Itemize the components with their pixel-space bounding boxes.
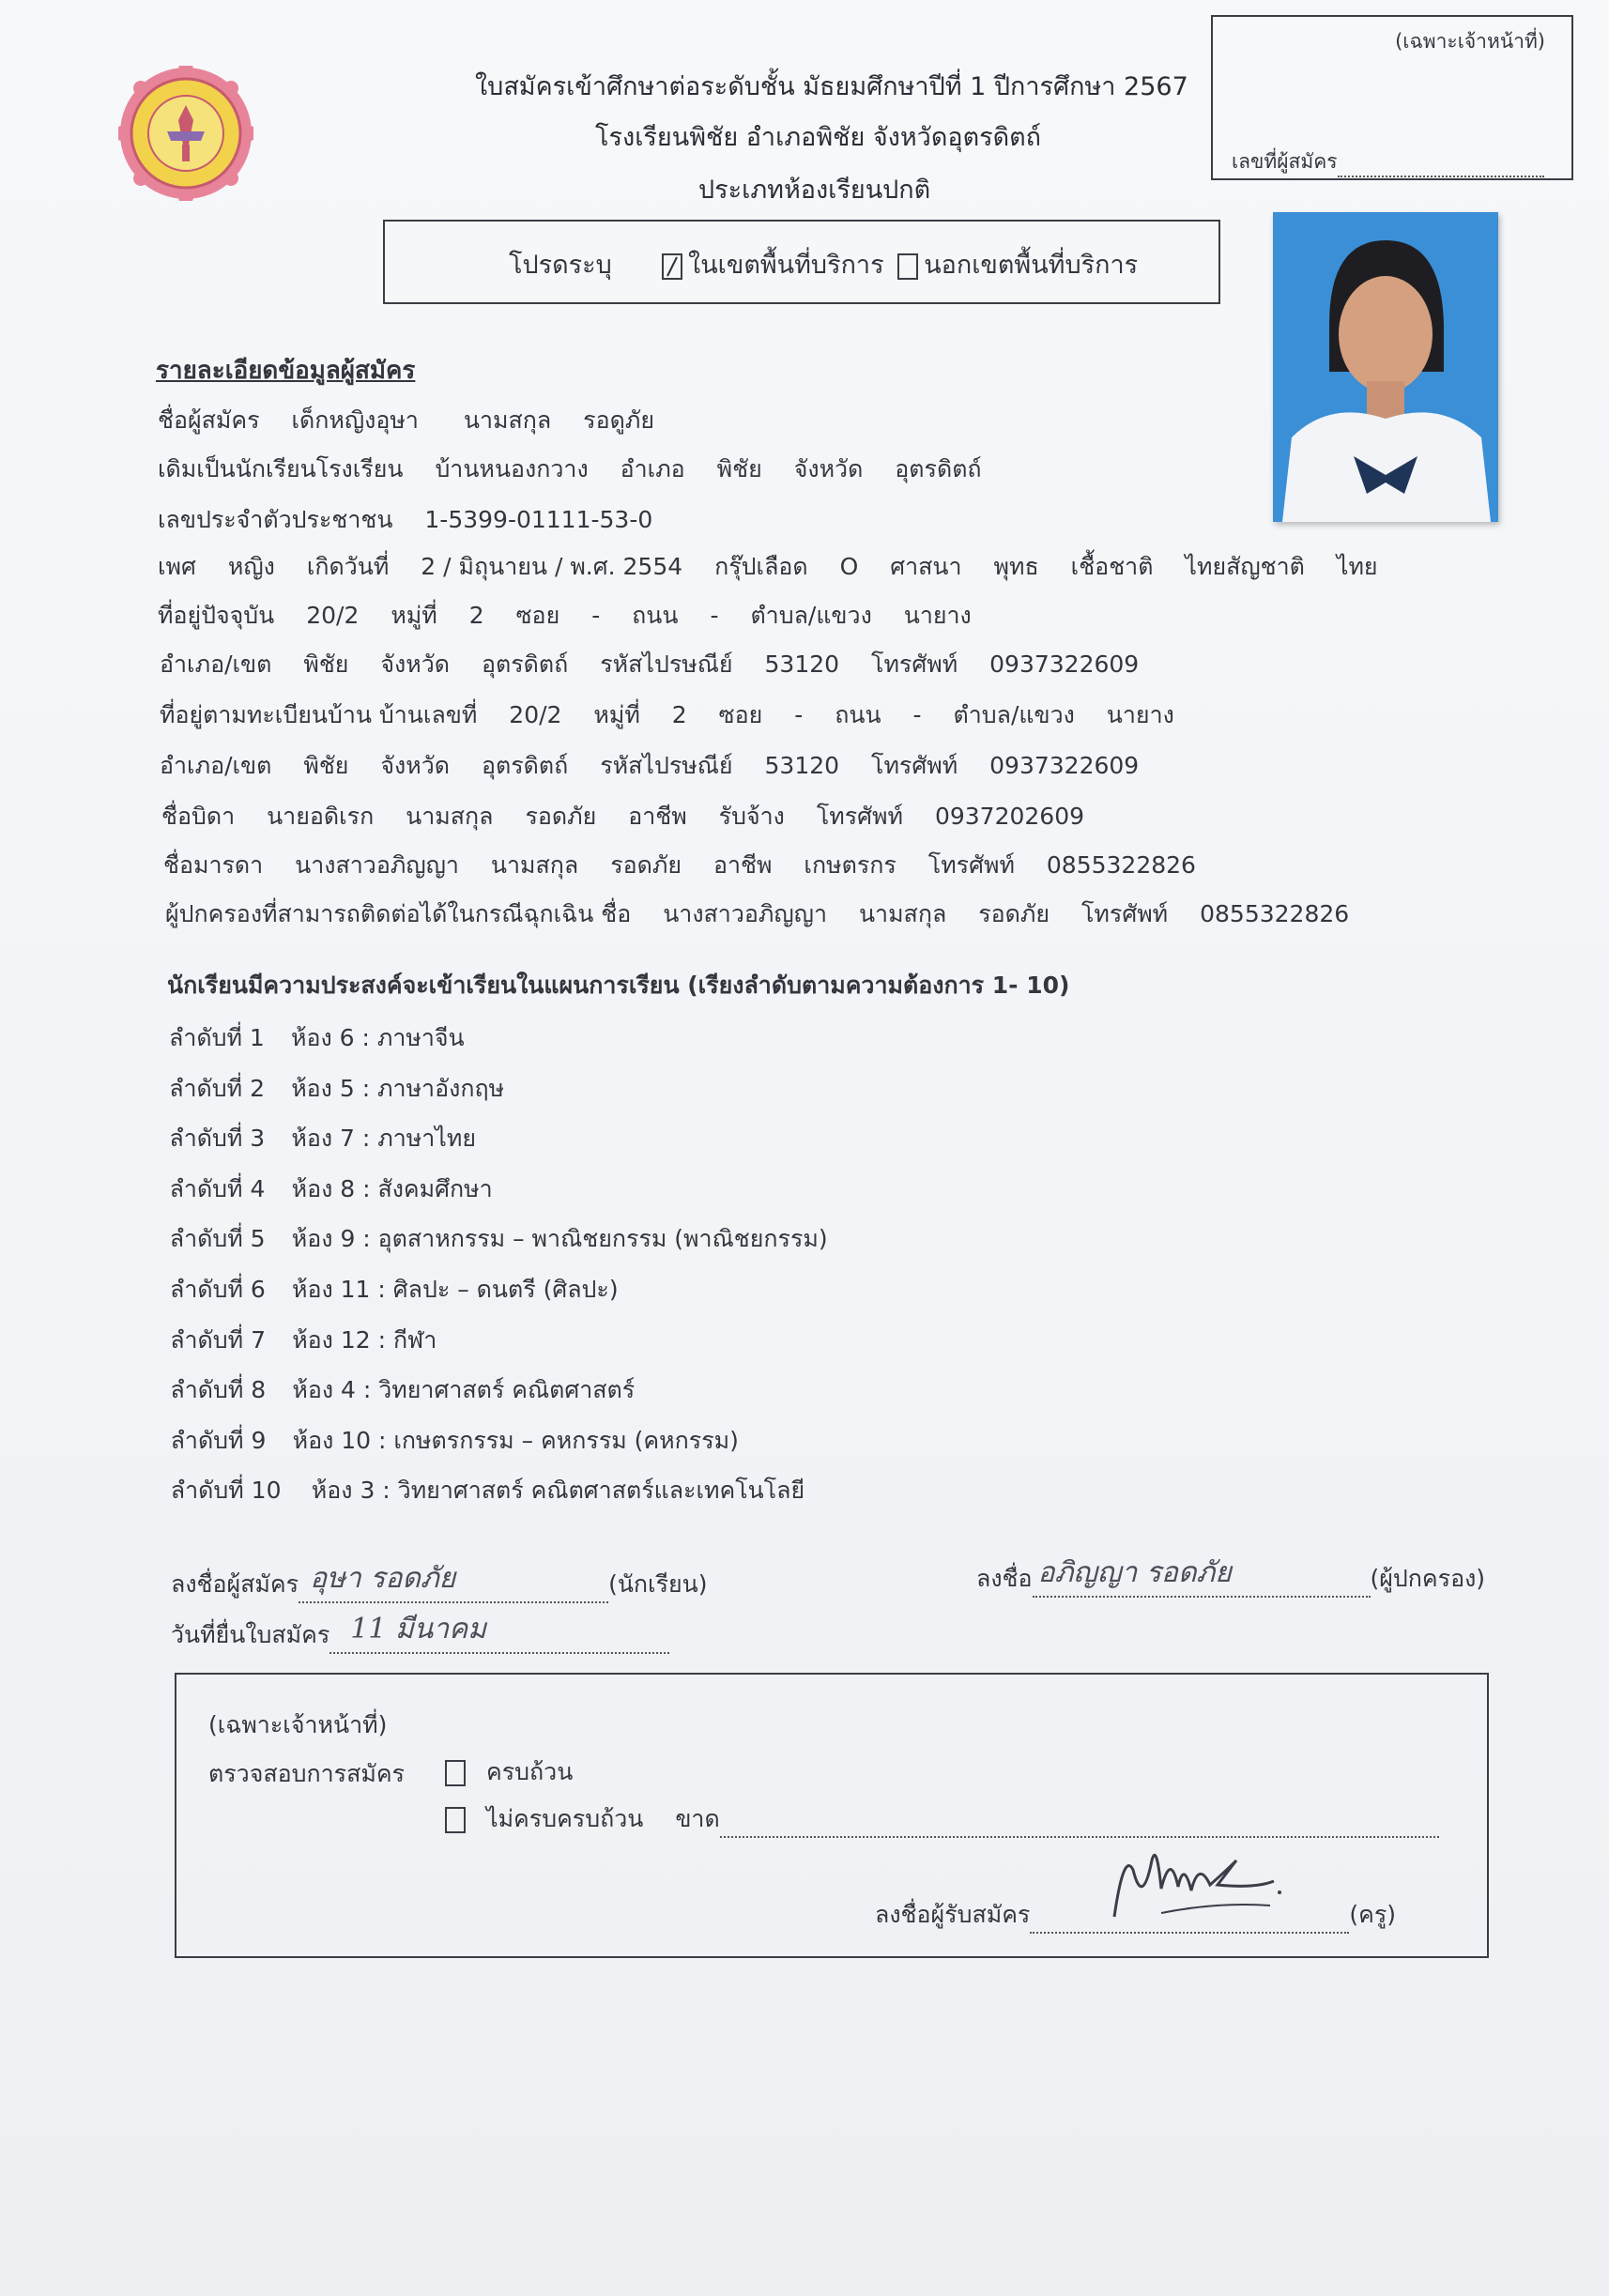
guardian-signature-label: ลงชื่อ (976, 1565, 1033, 1592)
application-number-label: เลขที่ผู้สมัคร (1232, 150, 1338, 173)
preference-item (171, 1422, 739, 1460)
preference-room: ห้อง 3 : วิทยาศาสตร์ คณิตศาสตร์และเทคโนโลยี (311, 1477, 805, 1505)
registered-moo-label: หมู่ที่ (593, 701, 640, 728)
guardian-phone-label: โทรศัพท์ (1081, 900, 1169, 927)
preference-room: ห้อง 9 : อุตสาหกรรม – พาณิชยกรรม (พาณิชยกรรม) (291, 1225, 828, 1253)
father-surname: รอดภัย (525, 803, 597, 830)
receiver-signature-mark (1105, 1832, 1293, 1926)
registered-address-row1 (160, 696, 1174, 734)
current-subdistrict-label: ตำบล/แขวง (750, 602, 872, 629)
preference-item (169, 1120, 476, 1157)
district-value: พิชัย (716, 455, 762, 482)
preference-item (170, 1220, 828, 1258)
mother-name: นางสาวอภิญญา (295, 851, 459, 879)
preference-rank: ลำดับที่ 10 (170, 1477, 282, 1505)
surname-value: รอดูภัย (583, 406, 654, 434)
citizen-id-label: เลขประจำตัวประชาชน (158, 506, 393, 533)
mother-surname-label: นามสกุล (490, 851, 579, 879)
area-select-label: โปรดระบุ (509, 251, 612, 280)
personal-info-row (158, 548, 1378, 586)
registered-moo: 2 (671, 701, 687, 728)
current-postal-label: รหัสไปรษณีย์ (600, 651, 733, 678)
school-logo (118, 66, 253, 201)
form-title-line3: ประเภทห้องเรียนปกติ (698, 176, 931, 205)
current-postal: 53120 (764, 651, 840, 678)
guardian-signature-line (976, 1556, 1486, 1598)
guardian-signature: อภิญญา รอดภัย (1037, 1556, 1232, 1589)
section-title: รายละเอียดข้อมูลผู้สมัคร (156, 357, 416, 385)
out-area-checkbox[interactable] (897, 253, 918, 280)
registered-province: อุตรดิตถ์ (481, 752, 569, 779)
sex-value: หญิง (227, 553, 275, 580)
name-label: ชื่อผู้สมัคร (158, 406, 260, 434)
name-value: เด็กหญิงอุษา (291, 406, 419, 434)
applicant-signature-label: ลงชื่อผู้สมัคร (171, 1570, 299, 1598)
birth-value: 2 / มิถุนายน / พ.ศ. 2554 (421, 553, 683, 580)
religion-value: พุทธ (993, 553, 1039, 580)
guardian-phone: 0855322826 (1200, 900, 1350, 927)
preferences-title: นักเรียนมีความประสงค์จะเข้าเรียนในแผนการเรียน (เรียงลำดับตามความต้องการ 1- 10) (167, 972, 1070, 999)
citizen-id-value: 1-5399-01111-53-0 (424, 506, 653, 533)
registered-province-label: จังหวัด (380, 752, 451, 779)
registered-phone-label: โทรศัพท์ (871, 752, 958, 779)
religion-label: ศาสนา (890, 553, 962, 580)
submit-date-value: 11 มีนาคม (350, 1613, 486, 1645)
mother-phone: 0855322826 (1046, 851, 1196, 879)
applicant-photo (1273, 212, 1498, 522)
district-label: อำเภอ (620, 455, 685, 482)
preference-item (169, 1019, 465, 1057)
preference-item (170, 1322, 437, 1359)
current-road-label: ถนน (632, 602, 679, 629)
submit-date-label: วันที่ยื่นใบสมัคร (171, 1621, 330, 1648)
out-area-label: นอกเขตพื้นที่บริการ (924, 251, 1139, 280)
applicant-name-row (158, 402, 654, 439)
prev-school-label: เดิมเป็นนักเรียนโรงเรียน (158, 455, 404, 482)
mother-phone-label: โทรศัพท์ (927, 851, 1015, 879)
complete-label: ครบถ้วน (486, 1758, 574, 1785)
guardian-row (165, 895, 1349, 933)
province-label: จังหวัด (793, 455, 864, 482)
preference-item (169, 1070, 504, 1108)
current-district: พิชัย (303, 651, 349, 678)
surname-label: นามสกุล (463, 406, 552, 434)
current-house-no: 20/2 (306, 602, 360, 629)
form-title-line1: ใบสมัครเข้าศึกษาต่อระดับชั้น มัธยมศึกษาปีที่ 1 ปีการศึกษา 2567 (475, 72, 1188, 101)
father-label: ชื่อบิดา (161, 803, 236, 830)
race-value: ไทยสัญชาติ (1185, 553, 1305, 580)
prev-school-value: บ้านหนองกวาง (435, 455, 589, 482)
registered-address-label: ที่อยู่ตามทะเบียนบ้าน บ้านเลขที่ (160, 701, 478, 728)
incomplete-label: ไม่ครบครบถ้วน (486, 1805, 644, 1832)
race-label: เชื้อชาติ (1070, 553, 1154, 580)
preference-room: ห้อง 11 : ศิลปะ – ดนตรี (ศิลปะ) (292, 1276, 619, 1303)
registered-subdistrict: นายาง (1106, 701, 1174, 728)
sex-label: เพศ (158, 553, 196, 580)
guardian-surname-label: นามสกุล (858, 900, 947, 927)
preference-rank: ลำดับที่ 7 (170, 1325, 266, 1354)
current-phone: 0937322609 (989, 651, 1140, 678)
preference-item (170, 1171, 493, 1208)
preference-rank: ลำดับที่ 5 (169, 1225, 266, 1253)
current-address-row2 (160, 646, 1139, 683)
in-area-label: ในเขตพื้นที่บริการ (688, 251, 884, 280)
preference-room: ห้อง 8 : สังคมศึกษา (291, 1174, 493, 1202)
registered-postal-label: รหัสไปรษณีย์ (600, 752, 733, 779)
guardian-name: นางสาวอภิญญา (663, 900, 827, 927)
current-soi-label: ซอย (515, 602, 560, 629)
registered-road-label: ถนน (835, 701, 881, 728)
preference-rank: ลำดับที่ 8 (170, 1376, 267, 1404)
preference-room: ห้อง 4 : วิทยาศาสตร์ คณิตศาสตร์ (292, 1376, 636, 1404)
applicant-signature-line (171, 1562, 708, 1603)
current-road: - (710, 602, 719, 629)
preference-room: ห้อง 10 : เกษตรกรรม – คหกรรม (คหกรรม) (292, 1426, 739, 1454)
preference-room: ห้อง 7 : ภาษาไทย (291, 1125, 476, 1153)
receiver-role: (ครู) (1349, 1901, 1397, 1928)
citizen-id-row (158, 501, 652, 539)
registered-house-no: 20/2 (509, 701, 562, 728)
in-area-checkbox[interactable] (662, 253, 682, 280)
mother-surname: รอดภัย (610, 851, 682, 879)
father-surname-label: นามสกุล (406, 803, 494, 830)
missing-label: ขาด (675, 1805, 720, 1832)
preference-room: ห้อง 5 : ภาษาอังกฤษ (291, 1074, 505, 1102)
mother-label: ชื่อมารดา (163, 851, 264, 879)
complete-checkbox[interactable] (445, 1760, 466, 1786)
registered-address-row2 (160, 747, 1139, 785)
guardian-role: (ผู้ปกครอง) (1370, 1565, 1486, 1592)
preference-item (170, 1371, 635, 1409)
previous-school-row (158, 451, 982, 488)
blood-label: กรุ๊ปเลือด (714, 553, 808, 580)
staff-only-box (1211, 15, 1573, 180)
current-district-label: อำเภอ/เขต (160, 651, 272, 678)
registered-phone: 0937322609 (989, 752, 1140, 779)
registered-postal: 53120 (764, 752, 840, 779)
registered-soi: - (794, 701, 804, 728)
receiver-signature-line (875, 1896, 1396, 1934)
guardian-surname: รอดภัย (978, 900, 1050, 927)
receiver-signature-label: ลงชื่อผู้รับสมัคร (875, 1901, 1031, 1928)
registered-road: - (912, 701, 922, 728)
preference-room: ห้อง 12 : กีฬา (292, 1325, 437, 1354)
current-soi: - (591, 602, 601, 629)
preference-rank: ลำดับที่ 1 (169, 1024, 265, 1051)
province-value: อุตรดิตถ์ (895, 455, 982, 482)
current-phone-label: โทรศัพท์ (871, 651, 958, 678)
father-job: รับจ้าง (718, 803, 785, 830)
father-phone-label: โทรศัพท์ (816, 803, 903, 830)
incomplete-checkbox[interactable] (445, 1807, 466, 1833)
preference-rank: ลำดับที่ 9 (170, 1426, 267, 1454)
current-province: อุตรดิตถ์ (481, 651, 569, 678)
guardian-label: ผู้ปกครองที่สามารถติดต่อได้ในกรณีฉุกเฉิน ชื่อ (165, 900, 632, 927)
father-row (161, 798, 1084, 835)
blood-value: O (839, 553, 859, 580)
preference-rank: ลำดับที่ 3 (169, 1125, 266, 1153)
preference-rank: ลำดับที่ 4 (169, 1174, 266, 1202)
birth-label: เกิดวันที่ (306, 553, 390, 580)
preference-item (170, 1271, 619, 1309)
check-application-label: ตรวจสอบการสมัคร (208, 1760, 405, 1787)
registered-district: พิชัย (303, 752, 349, 779)
preference-rank: ลำดับที่ 6 (170, 1276, 266, 1303)
current-address-row1 (158, 597, 972, 635)
applicant-role: (นักเรียน) (608, 1570, 708, 1598)
mother-row (163, 847, 1196, 884)
staff-only-label: (เฉพาะเจ้าหน้าที่) (1395, 30, 1545, 53)
current-moo: 2 (468, 602, 484, 629)
mother-job: เกษตรกร (804, 851, 896, 879)
submit-date-line (171, 1613, 669, 1654)
complete-option[interactable] (439, 1753, 573, 1791)
father-phone: 0937202609 (934, 803, 1085, 830)
staff-verification-box (175, 1673, 1489, 1958)
registered-district-label: อำเภอ/เขต (160, 752, 272, 779)
registered-subdistrict-label: ตำบล/แขวง (953, 701, 1075, 728)
mother-job-label: อาชีพ (713, 851, 773, 879)
father-job-label: อาชีพ (628, 803, 687, 830)
nationality-value: ไทย (1336, 553, 1378, 580)
current-moo-label: หมู่ที่ (391, 602, 437, 629)
staff-verification-label: (เฉพาะเจ้าหน้าที่) (208, 1711, 388, 1738)
current-address-label: ที่อยู่ปัจจุบัน (158, 602, 275, 629)
current-province-label: จังหวัด (380, 651, 451, 678)
preference-rank: ลำดับที่ 2 (169, 1074, 265, 1102)
preference-room: ห้อง 6 : ภาษาจีน (291, 1024, 465, 1051)
preference-item (171, 1472, 804, 1509)
application-number-field[interactable] (1232, 146, 1544, 177)
area-select-box (383, 220, 1220, 304)
father-name: นายอดิเรก (267, 803, 375, 830)
current-subdistrict: นายาง (903, 602, 972, 629)
form-title-line2: โรงเรียนพิชัย อำเภอพิชัย จังหวัดอุตรดิตถ์ (595, 123, 1042, 152)
registered-soi-label: ซอย (718, 701, 763, 728)
applicant-signature: อุษา รอดภัย (310, 1562, 456, 1595)
